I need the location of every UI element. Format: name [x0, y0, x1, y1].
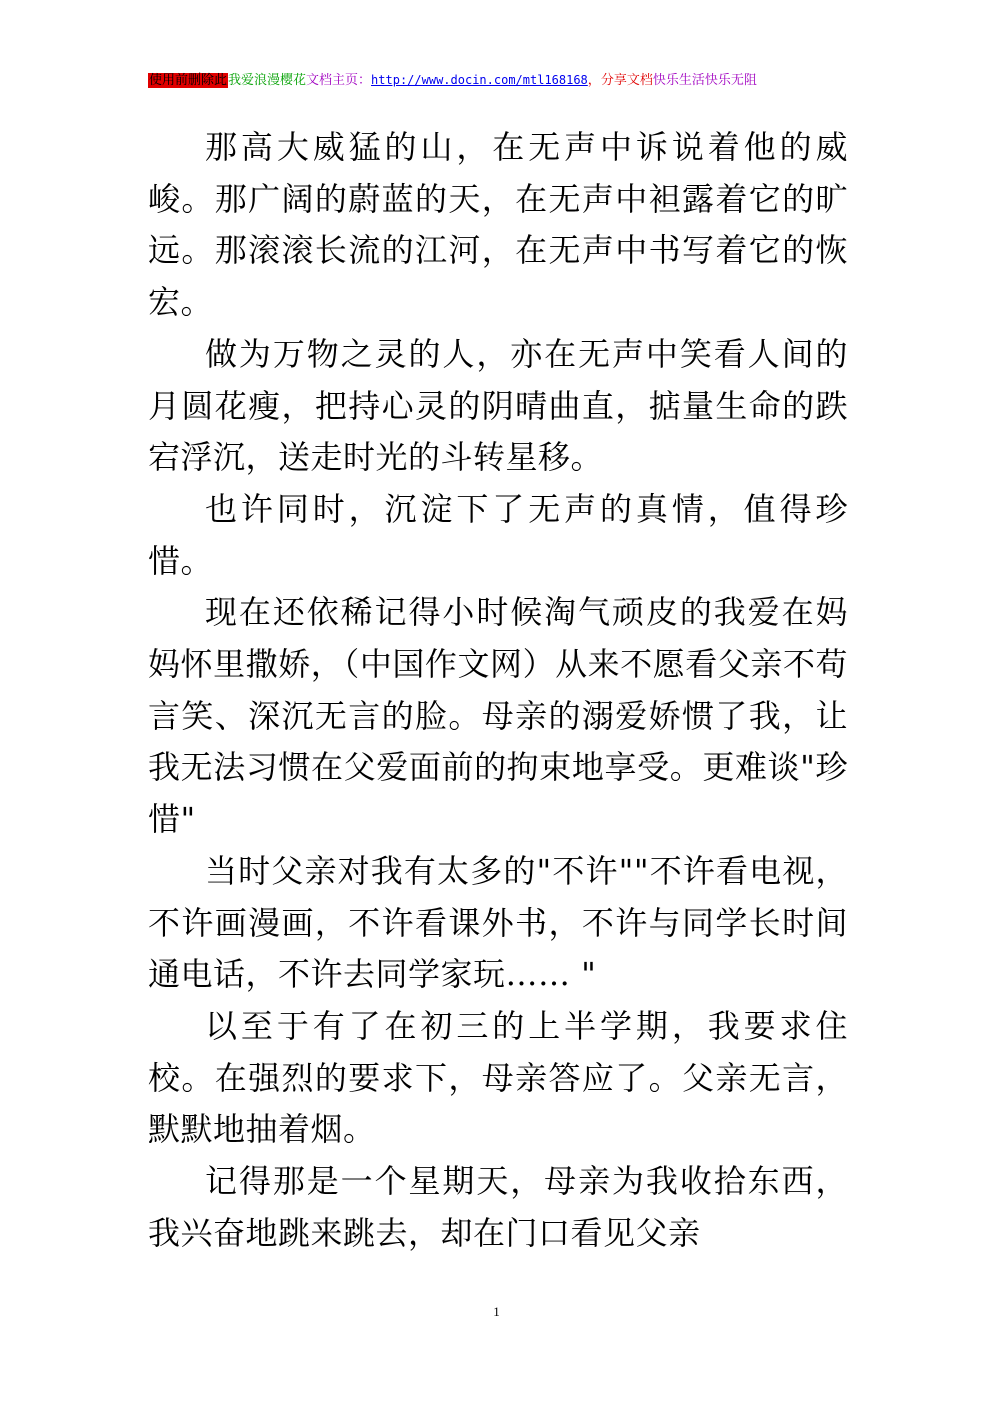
header-url-link[interactable]: http://www.docin.com/mtl168168 — [371, 73, 588, 87]
paragraph: 记得那是一个星期天，母亲为我收拾东西，我兴奋地跳来跳去，却在门口看见父亲 — [148, 1162, 848, 1252]
header-tag: 使用前删除此 — [149, 73, 228, 88]
header-home-label: 文档主页： — [306, 73, 372, 88]
document-body — [148, 122, 848, 1259]
page-number: 1 — [493, 1304, 500, 1319]
paragraph: 现在还依稀记得小时候淘气顽皮的我爱在妈妈怀里撒娇，（中国作文网）从来不愿看父亲不苟言笑、深沉无言的脸。母亲的溺爱娇惯了我，让我无法习惯在父爱面前的拘束地享受。更难谈"珍惜" — [148, 593, 848, 839]
header-separator: ， — [587, 73, 601, 88]
header-slogan: 快乐生活快乐无阻 — [652, 73, 757, 88]
paragraph: 当时父亲对我有太多的"不许""不许看电视，不许画漫画，不许看课外书，不许与同学长时间通电话，不许去同学家玩…… " — [148, 851, 848, 994]
header-share-label[interactable]: 分享文档 — [600, 73, 653, 88]
header-site-label[interactable]: 我爱浪漫樱花 — [228, 73, 307, 88]
paragraph: 那高大威猛的山，在无声中诉说着他的威峻。那广阔的蔚蓝的天，在无声中袒露着它的旷远。那滚滚长流的江河，在无声中书写着它的恢宏。 — [148, 128, 848, 322]
paragraph: 也许同时，沉淀下了无声的真情，值得珍惜。 — [148, 489, 848, 580]
paragraph: 做为万物之灵的人，亦在无声中笑看人间的月圆花瘦，把持心灵的阴晴曲直，掂量生命的跌宕浮沉，送走时光的斗转星移。 — [148, 334, 848, 477]
document-header — [148, 70, 757, 90]
paragraph: 以至于有了在初三的上半学期，我要求住校。在强烈的要求下，母亲答应了。父亲无言，默默地抽着烟。 — [148, 1006, 848, 1149]
